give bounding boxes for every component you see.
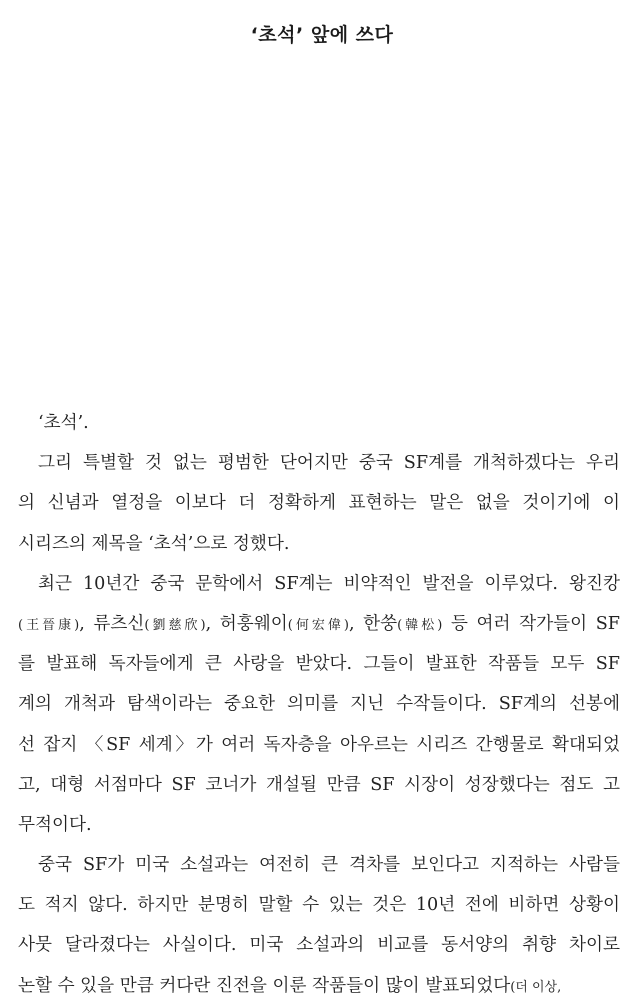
text-line-with-hanja	[18, 604, 620, 644]
text-line: 무적이다.	[18, 814, 92, 835]
text-line: 중국 SF가 미국 소설과는 여전히 큰 격차를 보인다고 지적하는 사람들	[38, 855, 620, 876]
chapter-heading: ‘초석’ 앞에 쓰다	[250, 24, 394, 46]
text-line: 의 신념과 열정을 이보다 더 정확하게 표현하는 말은 없을 것이기에 이	[18, 493, 620, 514]
text-line	[18, 966, 620, 1006]
text-segment: , 한쑹	[348, 613, 398, 634]
hanja-annotation: (何宏偉)	[287, 617, 349, 633]
text-line: 선 잡지 〈SF 세계〉가 여러 독자층을 아우르는 시리즈 간행물로 확대되었	[18, 734, 620, 755]
text-line: 최근 10년간 중국 문학에서 SF계는 비약적인 발전을 이루었다. 왕진캉	[38, 573, 620, 594]
body-text	[18, 403, 620, 1006]
parenthetical-note: (더 이상,	[510, 979, 562, 995]
text-line: 계의 개척과 탐색이라는 중요한 의미를 지닌 수작들이다. SF계의 선봉에	[18, 694, 620, 715]
text-segment: , 류츠신	[79, 613, 145, 634]
hanja-annotation: (劉慈欣)	[144, 617, 206, 633]
text-line: 사뭇 달라졌다는 사실이다. 미국 소설과의 비교를 동서양의 취향 차이로	[18, 935, 620, 956]
text-line: 도 적지 않다. 하지만 분명히 말할 수 있는 것은 10년 전에 비하면 상황이	[18, 895, 620, 916]
text-line: 시리즈의 제목을 ‘초석’으로 정했다.	[18, 533, 290, 554]
text-segment: 등 여러 작가들이 SF	[442, 613, 620, 634]
text-line: ‘초석’.	[38, 413, 89, 433]
text-segment: 논할 수 있을 만큼 커다란 진전을 이룬 작품들이 많이 발표되었다	[18, 975, 511, 996]
hanja-annotation: (王晉康)	[18, 617, 80, 633]
text-line: 그리 특별할 것 없는 평범한 단어지만 중국 SF계를 개척하겠다는 우리	[38, 453, 620, 474]
text-segment: , 허훙웨이	[205, 613, 288, 634]
text-line: 고, 대형 서점마다 SF 코너가 개설될 만큼 SF 시장이 성장했다는 점도 고	[18, 774, 620, 795]
text-line: 를 발표해 독자들에게 큰 사랑을 받았다. 그들이 발표한 작품들 모두 SF	[18, 654, 620, 675]
hanja-annotation: (韓松)	[397, 617, 443, 633]
